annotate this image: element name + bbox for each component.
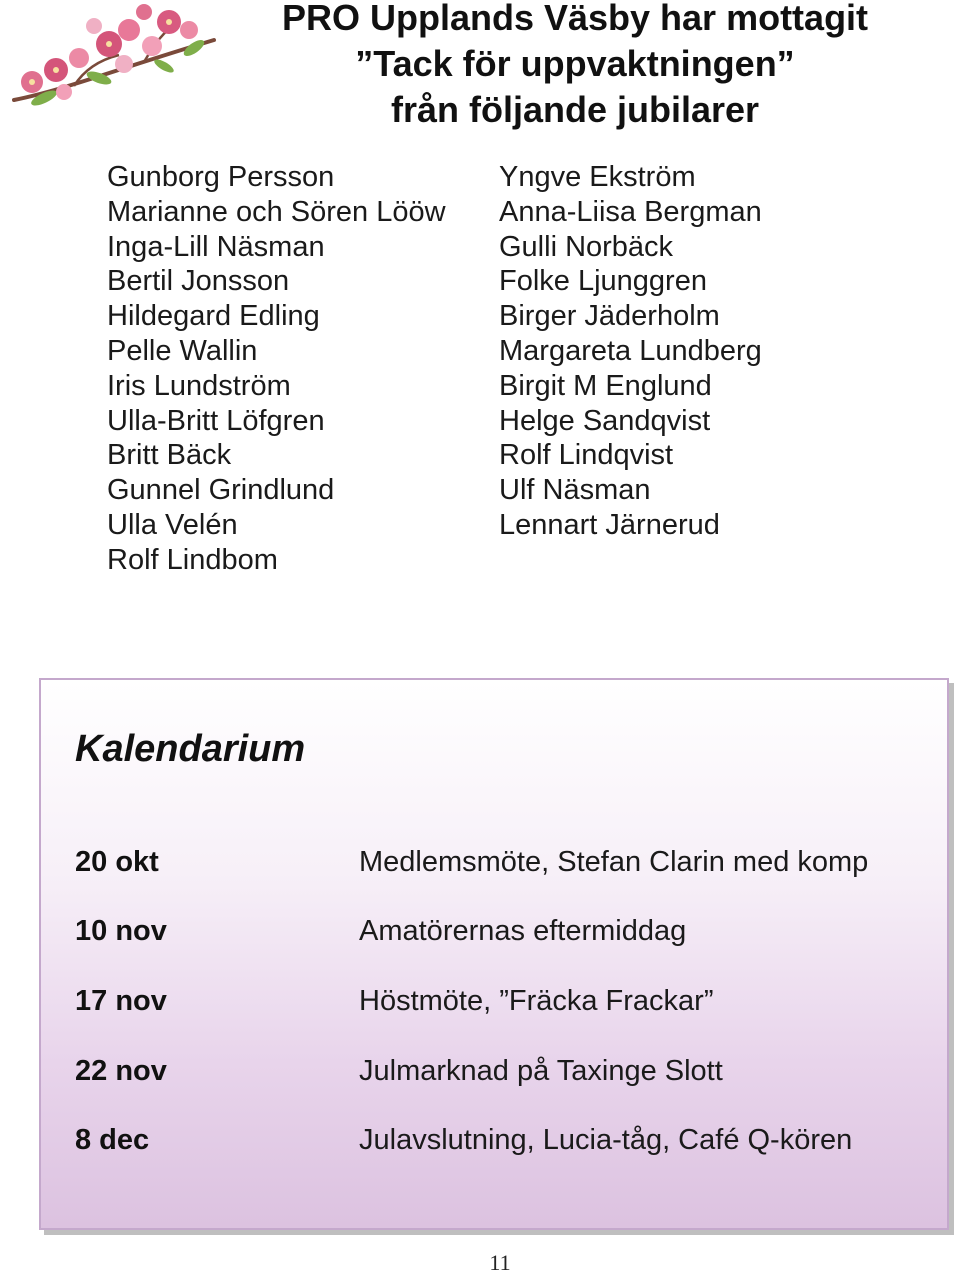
calendar-event: Julmarknad på Taxinge Slott — [359, 1055, 723, 1087]
calendar-event: Medlemsmöte, Stefan Clarin med komp — [359, 846, 869, 878]
calendar-row — [75, 913, 935, 949]
name-item: Marianne och Sören Lööw — [107, 195, 446, 228]
name-item: Birgit M Englund — [499, 369, 712, 402]
calendar-row — [75, 844, 935, 880]
name-item: Ulla Velén — [107, 508, 238, 541]
name-item: Birger Jäderholm — [499, 300, 720, 333]
name-item: Lennart Järnerud — [499, 508, 720, 541]
kalendarium-title: Kalendarium — [75, 728, 306, 770]
name-item: Inga-Lill Näsman — [107, 230, 325, 263]
name-item: Ulf Näsman — [499, 474, 651, 507]
calendar-row — [75, 1053, 935, 1089]
name-item: Gunborg Persson — [107, 161, 335, 193]
name-item: Bertil Jonsson — [107, 265, 290, 298]
heading-line-2: ”Tack för uppvaktningen” — [355, 43, 795, 84]
kalendarium-box — [39, 678, 949, 1230]
calendar-date: 20 okt — [75, 846, 159, 878]
name-item: Helge Sandqvist — [499, 404, 711, 437]
jubilarer-right-column — [499, 160, 762, 543]
calendar-date: 17 nov — [75, 985, 167, 1017]
page-number: 11 — [489, 1250, 511, 1275]
name-item: Margareta Lundberg — [499, 334, 762, 367]
name-item: Britt Bäck — [107, 439, 232, 472]
calendar-date: 8 dec — [75, 1124, 150, 1156]
calendar-event: Amatörernas eftermiddag — [359, 915, 687, 947]
name-item: Rolf Lindbom — [107, 543, 278, 576]
name-item: Yngve Ekström — [499, 161, 696, 193]
heading-line-3: från följande jubilarer — [390, 89, 760, 130]
blossom-branch-illustration — [4, 0, 224, 120]
calendar-event: Höstmöte, ”Fräcka Frackar” — [359, 985, 714, 1017]
calendar-date: 22 nov — [75, 1055, 167, 1087]
calendar-row — [75, 1122, 935, 1158]
name-item: Gulli Norbäck — [499, 230, 674, 263]
name-item: Rolf Lindqvist — [499, 439, 674, 472]
name-item: Iris Lundström — [107, 369, 291, 402]
name-item: Hildegard Edling — [107, 300, 320, 333]
name-item: Folke Ljunggren — [499, 265, 707, 298]
calendar-event: Julavslutning, Lucia-tåg, Café Q-kören — [359, 1124, 853, 1156]
name-item: Ulla-Britt Löfgren — [107, 404, 325, 437]
name-item: Gunnel Grindlund — [107, 474, 335, 507]
calendar-date: 10 nov — [75, 915, 167, 947]
jubilarer-left-column — [107, 160, 446, 578]
calendar-row — [75, 983, 935, 1019]
heading-line-1: PRO Upplands Väsby har mottagit — [281, 0, 869, 38]
name-item: Anna-Liisa Bergman — [499, 195, 762, 228]
name-item: Pelle Wallin — [107, 334, 258, 367]
